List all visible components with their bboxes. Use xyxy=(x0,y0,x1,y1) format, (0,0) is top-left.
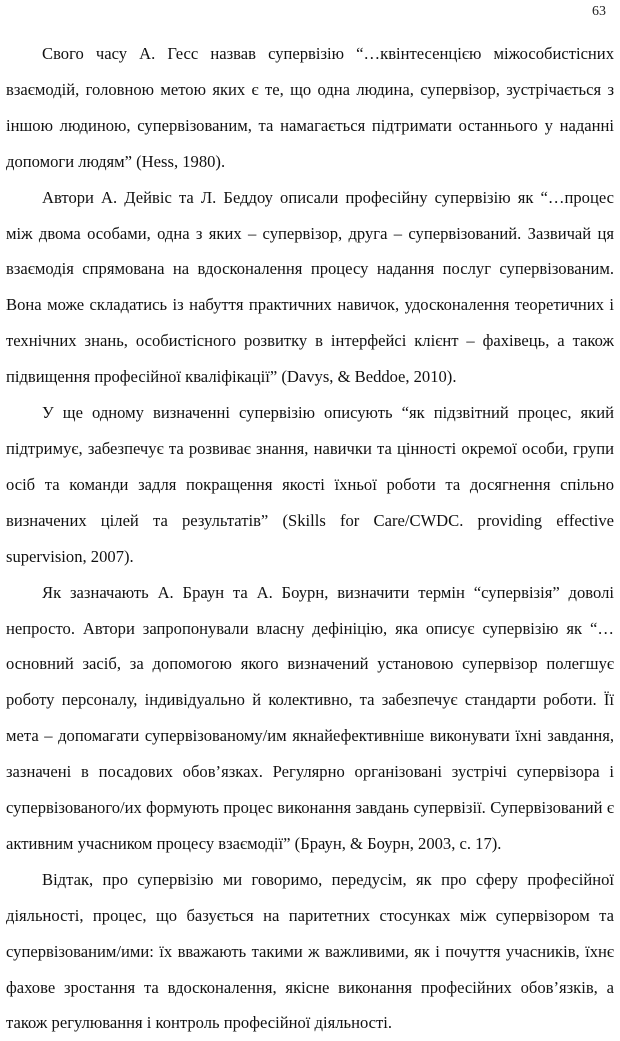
page-number: 63 xyxy=(592,4,606,19)
page-body xyxy=(6,36,614,1041)
paragraph: Як зазначають А. Браун та А. Боурн, визначити термін “супервізія” доволі непросто. Автори запропонували власну дефініцію, яка описує супервізію як “…основний засіб, за допомогою якого визначений установою супервізор полегшує роботу персоналу, індивідуально й колективно, та забезпечує стандарти роботи. Її мета – допомагати супервізованому/им якнайефективніше виконувати їхні завдання, зазначені в посадових обов’язках. Регулярно організовані зустрічі супервізора і супервізованого/их формують процес виконання завдань супервізії. Супервізований є активним учасником процесу взаємодії” (Браун, & Боурн, 2003, с. 17). xyxy=(6,582,614,853)
paragraph: Свого часу А. Гесс назвав супервізію “…квінтесенцією міжособистісних взаємодій, головною метою яких є те, що одна людина, супервізор, зустрічається з іншою людиною, супервізованим, та намагається підтримати останнього у наданні допомоги людям” (Hess, 1980). xyxy=(6,44,614,171)
paragraph: Автори А. Дейвіс та Л. Беддоу описали професійну супервізію як “…процес між двома особами, одна з яких – супервізор, друга – супервізований. Зазвичай ця взаємодія спрямована на вдосконалення процесу надання послуг супервізованим. Вона може складатись із набуття практичних навичок, удосконалення теоретичних і технічних знань, особистісного розвитку в інтерфейсі клієнт – фахівець, а також підвищення професійної кваліфікації” (Davys, & Beddoe, 2010). xyxy=(6,187,614,387)
paragraph: Відтак, про супервізію ми говоримо, передусім, як про сферу професійної діяльності, процес, що базується на паритетних стосунках між супервізором та супервізованим/ими: їх вважають такими ж важливими, як і почуття учасників, їхнє фахове зростання та вдосконалення, якісне виконання професійних обов’язків, а також регулювання і контроль професійної діяльності. xyxy=(6,869,614,1033)
paragraph: У ще одному визначенні супервізію описують “як підзвітний процес, який підтримує, забезпечує та розвиває знання, навички та цінності окремої особи, групи осіб та команди задля покращення якості їхньої роботи та досягнення спільно визначених цілей та результатів” (Skills for Care/CWDC. providing effective supervision, 2007). xyxy=(6,403,614,566)
